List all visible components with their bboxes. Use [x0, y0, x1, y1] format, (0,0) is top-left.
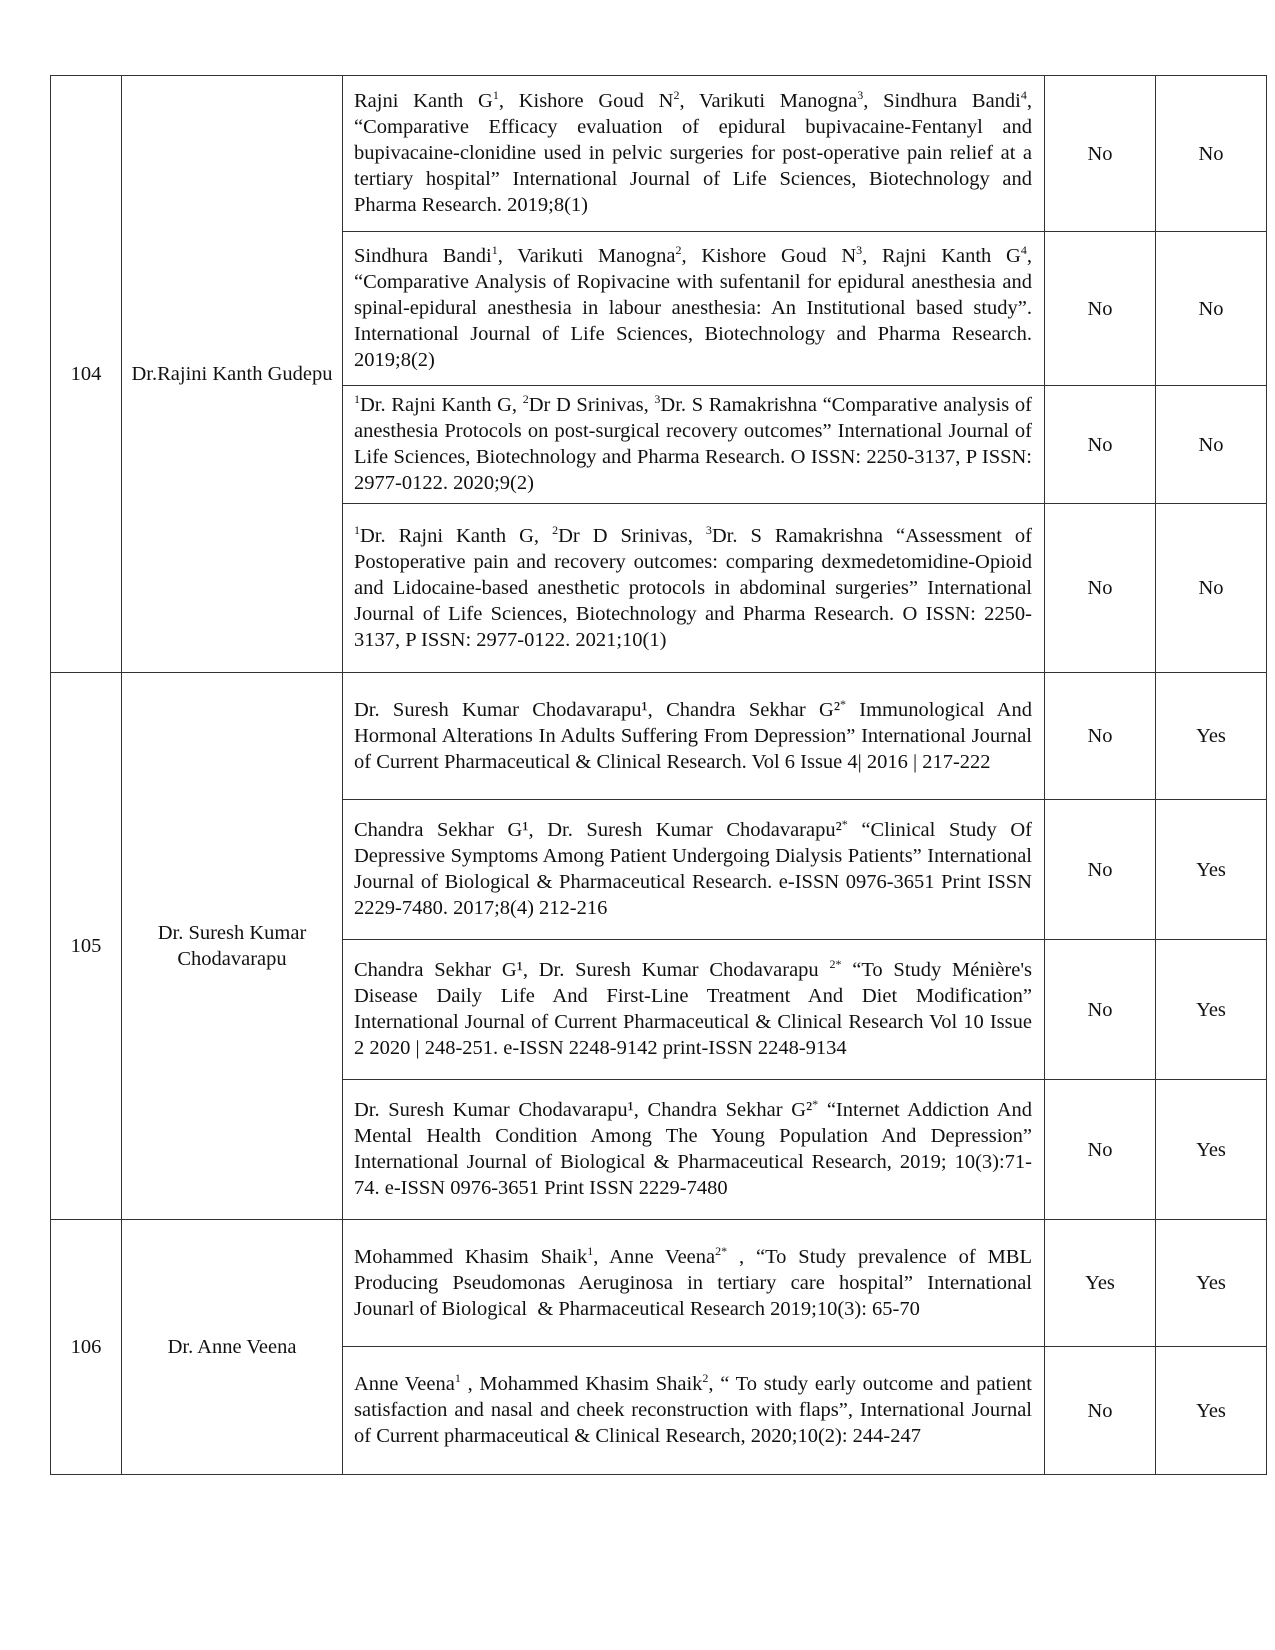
publication-citation-cell: Rajni Kanth $G^1$, Kishore Goud $N^2$, Varikuti Manogna$^3$, Sindhura Bandi$^4$, “Comparative Efficacy evaluation of epidural bupivacaine-Fentanyl and bupivacaine-clonidine used in pelvic surgeries for post-operative pain relief at a tertiary hospital” International Journal of Life Sciences, Biotechnology and Pharma Research. 2019;8(1)	[343, 76, 1045, 232]
status-cell: No	[1156, 76, 1267, 232]
indexed-status-cell: No	[1045, 504, 1156, 673]
serial-number-cell: 106	[51, 1220, 122, 1475]
publication-citation-cell: Anne Veena$^1$ , Mohammed Khasim Shaik$^2$, “ To study early outcome and patient satisfaction and nasal and cheek reconstruction with flaps”, International Journal of Current pharmaceutical & Clinical Research, 2020;10(2): 244-247	[343, 1347, 1045, 1475]
publications-table	[50, 75, 1267, 1475]
indexed-status-cell: Yes	[1045, 1220, 1156, 1347]
faculty-name-cell: Dr.Rajini Kanth Gudepu	[122, 76, 343, 673]
publications-table-body	[51, 76, 1267, 1475]
status-cell: Yes	[1156, 1220, 1267, 1347]
faculty-name-cell: Dr. Anne Veena	[122, 1220, 343, 1475]
status-cell: Yes	[1156, 673, 1267, 800]
status-cell: Yes	[1156, 1080, 1267, 1220]
faculty-name-cell: Dr. Suresh Kumar Chodavarapu	[122, 673, 343, 1220]
indexed-status-cell: No	[1045, 232, 1156, 386]
status-cell: Yes	[1156, 800, 1267, 940]
publication-citation-cell: Chandra Sekhar G¹, Dr. Suresh Kumar Chodavarapu²* “Clinical Study Of Depressive Symptoms Among Patient Undergoing Dialysis Patients” International Journal of Biological & Pharmaceutical Research. e-ISSN 0976-3651 Print ISSN 2229-7480. 2017;8(4) 212-216	[343, 800, 1045, 940]
publication-citation-cell: Dr. Suresh Kumar Chodavarapu¹, Chandra Sekhar G²* “Internet Addiction And Mental Health Condition Among The Young Population And Depression” International Journal of Biological & Pharmaceutical Research, 2019; 10(3):71-74. e-ISSN 0976-3651 Print ISSN 2229-7480	[343, 1080, 1045, 1220]
status-cell: Yes	[1156, 940, 1267, 1080]
publication-citation-cell: Sindhura Bandi$^1$, Varikuti Manogna$^2$, Kishore Goud $N^3$, Rajni Kanth $G^4$, “Comparative Analysis of Ropivacine with sufentanil for epidural anesthesia and spinal-epidural anesthesia in labour anesthesia: An Institutional based study”. International Journal of Life Sciences, Biotechnology and Pharma Research. 2019;8(2)	[343, 232, 1045, 386]
table-row	[51, 673, 1267, 800]
publication-citation-cell: $^1$Dr. Rajni Kanth G, $^2$Dr D Srinivas, $^3$Dr. S Ramakrishna “Comparative analysis of anesthesia Protocols on post-surgical recovery outcomes” International Journal of Life Sciences, Biotechnology and Pharma Research. O ISSN: 2250-3137, P ISSN: 2977-0122. 2020;9(2)	[343, 386, 1045, 504]
serial-number-cell: 105	[51, 673, 122, 1220]
indexed-status-cell: No	[1045, 76, 1156, 232]
status-cell: No	[1156, 386, 1267, 504]
indexed-status-cell: No	[1045, 1080, 1156, 1220]
publication-citation-cell: Chandra Sekhar G¹, Dr. Suresh Kumar Chodavarapu $^{2*}$ “To Study Ménière's Disease Daily Life And First-Line Treatment And Diet Modification” International Journal of Current Pharmaceutical & Clinical Research Vol 10 Issue 2 2020 | 248-251. e-ISSN 2248-9142 print-ISSN 2248-9134	[343, 940, 1045, 1080]
indexed-status-cell: No	[1045, 800, 1156, 940]
publication-citation-cell: Mohammed Khasim Shaik$^1$, Anne Veena$^{2*}$ , “To Study prevalence of MBL Producing Pseudomonas Aeruginosa in tertiary care hospital” International Jounarl of Biological & Pharmaceutical Research 2019;10(3): 65-70	[343, 1220, 1045, 1347]
publication-citation-cell: $^1$Dr. Rajni Kanth G, $^2$Dr D Srinivas, $^3$Dr. S Ramakrishna “Assessment of Postoperative pain and recovery outcomes: comparing dexmedetomidine-Opioid and Lidocaine-based anesthetic protocols in abdominal surgeries” International Journal of Life Sciences, Biotechnology and Pharma Research. O ISSN: 2250-3137, P ISSN: 2977-0122. 2021;10(1)	[343, 504, 1045, 673]
indexed-status-cell: No	[1045, 386, 1156, 504]
indexed-status-cell: No	[1045, 1347, 1156, 1475]
status-cell: No	[1156, 504, 1267, 673]
status-cell: Yes	[1156, 1347, 1267, 1475]
indexed-status-cell: No	[1045, 673, 1156, 800]
status-cell: No	[1156, 232, 1267, 386]
publication-citation-cell: Dr. Suresh Kumar Chodavarapu¹, Chandra Sekhar G²* Immunological And Hormonal Alterations In Adults Suffering From Depression” International Journal of Current Pharmaceutical & Clinical Research. Vol 6 Issue 4| 2016 | 217-222	[343, 673, 1045, 800]
indexed-status-cell: No	[1045, 940, 1156, 1080]
serial-number-cell: 104	[51, 76, 122, 673]
table-row	[51, 1220, 1267, 1347]
table-row	[51, 76, 1267, 232]
